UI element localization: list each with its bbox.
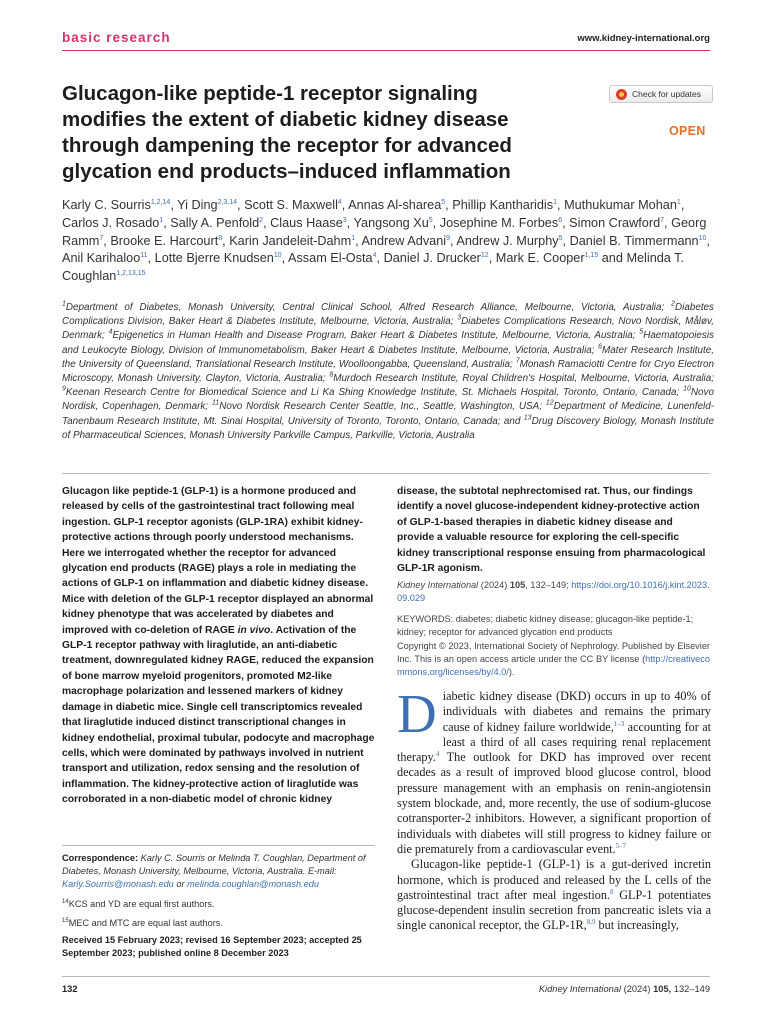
author-affiliation-ref[interactable]: 2 xyxy=(259,216,264,224)
author-name[interactable]: Carlos J. Rosado xyxy=(62,215,160,230)
author-affiliation-ref[interactable]: 4 xyxy=(337,198,342,206)
author-name[interactable]: Andrew J. Murphy xyxy=(456,233,559,248)
author-name[interactable]: Daniel J. Drucker xyxy=(383,251,481,266)
author-affiliation-ref[interactable]: 8 xyxy=(218,234,223,242)
author-name[interactable]: Assam El-Osta xyxy=(288,251,373,266)
affiliation-text: Novo Nordisk Research Center Seattle, Inc., Seattle, Washington, USA; xyxy=(219,401,542,413)
author-affiliation-ref[interactable]: 11 xyxy=(140,252,148,260)
author-affiliation-ref[interactable]: 5 xyxy=(441,198,446,206)
author-affiliation-ref[interactable]: 6 xyxy=(558,216,563,224)
license-link[interactable]: http://creativecommons.org/licenses/by/4.0/ xyxy=(397,654,710,677)
author-name[interactable]: Melinda T. Coughlan xyxy=(62,251,685,284)
citation xyxy=(397,579,710,605)
author-affiliation-ref[interactable]: 12 xyxy=(480,252,489,260)
footnote-number: 14 xyxy=(62,899,69,905)
author-affiliation-ref[interactable]: 1,2,14 xyxy=(150,198,171,206)
section-tag: basic research xyxy=(62,30,171,45)
affiliation-text: Murdoch Research Institute, Royal Children's Hospital, Melbourne, Victoria, Australia; xyxy=(333,373,714,385)
author-name[interactable]: Karin Jandeleit-Dahm xyxy=(229,233,352,248)
author-affiliation-ref[interactable]: 3 xyxy=(342,216,347,224)
author-affiliation-ref[interactable]: 7 xyxy=(660,216,665,224)
abstract-right: disease, the subtotal nephrectomised rat. Thus, our findings identify a novel glucose-independent kidney-protective action of GLP-1-based therapies in diabetic kidney disease and provide a valuable resource for exploring the cell-specific kidney transcriptional response ensuing from pharmacological GLP-1R agonism. xyxy=(397,486,706,575)
footer-rule xyxy=(62,976,710,977)
citation-year: (2024) xyxy=(480,580,508,590)
author-affiliation-ref[interactable]: 1 xyxy=(351,234,356,242)
affiliation-number: 8 xyxy=(329,371,334,379)
author-name[interactable]: Karly C. Sourris xyxy=(62,198,151,212)
author-name[interactable]: Georg Ramm xyxy=(62,215,707,248)
affiliation-number: 3 xyxy=(457,314,462,322)
footer-year: (2024) xyxy=(623,984,651,994)
author-name[interactable]: Andrew Advani xyxy=(361,233,447,248)
author-name[interactable]: Lotte Bjerre Knudsen xyxy=(154,251,274,266)
abstract-left xyxy=(62,484,375,808)
citation-journal: Kidney International xyxy=(397,580,479,590)
author-and: and xyxy=(598,251,627,266)
affiliation-text: Department of Medicine, Lunenfeld-Tanenbaum Research Institute, Mt. Sinai Hospital, University of Toronto, Toronto, Ontario, Canada; and xyxy=(62,401,714,427)
dropcap: D xyxy=(397,683,437,744)
footer-pages: 132–149 xyxy=(673,984,710,994)
body-paragraph xyxy=(397,857,711,933)
affiliation-number: 11 xyxy=(211,400,220,408)
author-name[interactable]: Josephine M. Forbes xyxy=(439,215,559,230)
footnote-number: 15 xyxy=(62,918,69,924)
affiliation-text: Drug Discovery Biology, Monash Institute of Pharmaceutical Sciences, Monash University Parkville Campus, Parkville, Victoria, Australia xyxy=(62,415,714,441)
abstract-italic: in vivo xyxy=(237,624,271,636)
body-text-span: GLP-1 potentiates glucose-dependent insulin secretion from pancreatic islets via a single canonical receptor, the GLP-1R, xyxy=(397,887,711,933)
check-for-updates-button[interactable] xyxy=(609,85,713,103)
affiliation-number: 5 xyxy=(639,329,644,337)
open-access-badge: OPEN xyxy=(669,124,706,138)
body-paragraph xyxy=(397,683,711,857)
affiliation-number: 1 xyxy=(62,300,66,308)
author-name[interactable]: Brooke E. Harcourt xyxy=(110,233,219,248)
affiliation-number: 6 xyxy=(598,343,603,351)
footnote-text: KCS and YD are equal first authors. xyxy=(68,899,215,910)
reference-link[interactable]: 4 xyxy=(435,750,440,759)
footer-volume: 105, xyxy=(653,984,672,994)
author-name[interactable]: Anil Karihaloo xyxy=(62,251,141,266)
citation-pages: , 132–149; xyxy=(525,580,569,590)
header-rule xyxy=(62,50,710,51)
affiliation-number: 2 xyxy=(671,300,676,308)
author-affiliation-ref[interactable]: 7 xyxy=(99,234,104,242)
correspondence-text: Karly C. Sourris or Melinda T. Coughlan, Department of Diabetes, Monash University, Melbourne, Victoria, Australia. E-mail: xyxy=(62,853,366,876)
author-affiliation-ref[interactable]: 5 xyxy=(428,216,433,224)
body-text-span: but increasingly, xyxy=(595,918,679,933)
copyright-text: Copyright © 2023, International Society of Nephrology. Published by Elsevier Inc. This is an open access article under the CC BY license ( xyxy=(397,641,710,664)
affiliation-number: 4 xyxy=(108,329,113,337)
author-affiliation-ref[interactable]: 9 xyxy=(446,234,450,242)
author-name[interactable]: Yi Ding xyxy=(177,198,218,212)
email-link[interactable]: Karly.Sourris@monash.edu xyxy=(62,879,174,889)
abstract-text: . Activation of the GLP-1 receptor pathway with liraglutide, an anti-diabetic treatment, downregulated kidney RAGE, reduced the expansion of bone marrow myeloid progenitors, promoted M2-like macrophage polarization and lessened markers of kidney damage in diabetic mice. Single cell transcriptomics revealed that liraglutide induced distinct transcriptional changes in kidney endothelial, proximal tubular, podocyte and macrophage cells, which were dominated by pathways involved in nutrient transport and utilization, redox sensing and the resolution of inflammation. The kidney-protective action of liraglutide was corroborated in a non-diabetic model of chronic kidney xyxy=(62,624,375,806)
affiliation-text: Diabetes Complications Research, Novo Nordisk, Måløv, Denmark; xyxy=(62,316,714,342)
affiliation-number: 7 xyxy=(515,357,520,365)
affiliation-text: Monash Ramaciotti Centre for Cryo Electron Microscopy, Monash University, Clayton, Victoria, Australia; xyxy=(62,358,715,385)
author-affiliation-ref[interactable]: 4 xyxy=(372,252,377,260)
author-affiliation-ref[interactable]: 5 xyxy=(558,234,563,242)
author-name[interactable]: Muthukumar Mohan xyxy=(564,198,677,212)
author-name[interactable]: Yangsong Xu xyxy=(353,215,429,230)
body-text-span: iabetic kidney disease (DKD) occurs in up to 40% of individuals with diabetes and remains the primary cause of kidney failure worldwide, xyxy=(442,689,711,734)
affiliation-number: 10 xyxy=(683,385,691,393)
divider xyxy=(62,845,375,846)
doi-link[interactable]: https://doi.org/10.1016/j.kint.2023.09.029 xyxy=(397,580,710,603)
author-name[interactable]: Sally A. Penfold xyxy=(170,215,260,230)
email-link[interactable]: melinda.coughlan@monash.edu xyxy=(187,879,320,889)
reference-link[interactable]: 8 xyxy=(609,887,614,896)
affiliation-text: Epigenetics in Human Health and Disease Program, Baker Heart & Diabetes Institute, Melbourne, Victoria, Australia; xyxy=(112,330,636,342)
affiliation-text: Novo Nordisk, Copenhagen, Denmark; xyxy=(62,387,714,413)
footnote-text: MEC and MTC are equal last authors. xyxy=(68,918,223,929)
footnote xyxy=(62,915,375,930)
author-name[interactable]: Claus Haase xyxy=(270,215,343,230)
page-number: 132 xyxy=(62,984,78,994)
body-text-span: Glucagon-like peptide-1 (GLP-1) is a gut-derived incretin hormone, which is produced and released by the L cells of the gastrointestinal tract after meal ingestion. xyxy=(397,857,711,902)
author-name[interactable]: Mark E. Cooper xyxy=(495,251,585,266)
correspondence-label: Correspondence: xyxy=(62,853,139,863)
body-text xyxy=(397,683,711,934)
author-name[interactable]: Daniel B. Timmermann xyxy=(569,233,699,248)
reference-link[interactable]: 1–3 xyxy=(613,719,625,728)
affiliations xyxy=(62,301,714,443)
affiliation-number: 12 xyxy=(545,400,554,408)
footer-journal xyxy=(539,984,710,994)
author-affiliation-ref[interactable]: 1,2,13,15 xyxy=(116,269,146,277)
citation-volume: 105 xyxy=(509,580,526,590)
reference-link[interactable]: 8,9 xyxy=(586,918,596,927)
affiliation-text: Department of Diabetes, Monash University, Central Clinical School, Alfred Research Alliance, Melbourne, Victoria, Australia; xyxy=(65,302,665,313)
reference-link[interactable]: 5–7 xyxy=(615,841,627,850)
author-list: Karly C. Sourris$^{1,2,14}$, Yi Ding$^{2,3,14}$, Scott S. Maxwell$^4$, Annas Al-sharea$^5$, Phillip Kantharidis$^1$, Muthukumar Mohan$^1$, Carlos J. Rosado$^1$, Sally A. Penfold$^2$, Claus Haase$^3$, Yangsong Xu$^5$, Josephine M. Forbes$^6$, Simon Crawford$^7$, Georg Ramm$^7$, Brooke E. Harcourt$^8$, Karin Jandeleit-Dahm$^1$, Andrew Advani$^9$, Andrew J. Murphy$^5$, Daniel B. Timmermann$^{10}$, Anil Karihaloo$^{11}$, Lotte Bjerre Knudsen$^{10}$, Assam El-Osta$^4$, Daniel J. Drucker$^{12}$, Mark E. Cooper$^{1,15}$ and Melinda T. Coughlan$^{1,2,13,15}$ xyxy=(62,198,710,284)
author-affiliation-ref[interactable]: 1,15 xyxy=(584,252,599,260)
journal-url[interactable]: www.kidney-international.org xyxy=(577,33,710,44)
abstract-text: Glucagon like peptide-1 (GLP-1) is a hormone produced and released by cells of the gastrointestinal tract following meal ingestion. GLP-1 receptor agonists (GLP-1RA) exhibit kidney-protective actions through poorly understood mechanisms. Here we interrogated whether the receptor for advanced glycation end products (RAGE) plays a role in mediating the actions of GLP-1 on inflammation and diabetic kidney disease. Mice with deletion of the GLP-1 receptor displayed an abnormal kidney phenotype that was accelerated by diabetes and improved with co-deletion of RAGE xyxy=(62,486,374,636)
article-title: Glucagon-like peptide-1 receptor signaling modifies the extent of diabetic kidney disease through dampening the receptor for advanced glycation end products–induced inflammation xyxy=(62,82,512,183)
author-affiliation-ref[interactable]: 1 xyxy=(553,198,557,206)
copyright xyxy=(397,640,710,679)
correspondence xyxy=(62,852,375,891)
divider xyxy=(62,473,710,474)
author-name[interactable]: Simon Crawford xyxy=(569,215,661,230)
affiliation-text: Mater Research Institute, the University of Queensland, Translational Research Institute, Woolloongabba, Queensland, Australia; xyxy=(62,344,715,370)
affiliation-text: Haematopoiesis and Leukocyte Biology, Division of Immunometabolism, Baker Heart & Diabetes Institute, Melbourne, Victoria, Australia; xyxy=(62,330,714,356)
received-dates: Received 15 February 2023; revised 16 September 2023; accepted 25 September 2023; published online 8 December 2023 xyxy=(62,935,362,958)
body-text-span: The outlook for DKD has improved over recent decades as a result of improved blood glucose control, blood pressure management with an emphasis on renin-angiotensin system blockade, and, more recently, the use of sodium-glucose cotransporter-2 inhibitors. However, a significant proportion of individuals with diabetes will still progress to kidney failure or die prematurely from a cardiovascular event. xyxy=(397,750,711,856)
author-affiliation-ref[interactable]: 10 xyxy=(273,252,282,260)
footnote xyxy=(62,896,375,911)
affiliation-number: 9 xyxy=(62,385,66,393)
author-affiliation-ref[interactable]: 1 xyxy=(159,216,164,224)
footer-journal-name: Kidney International xyxy=(538,984,622,994)
body-text-span: accounting for at least a third of all cases requiring renal replacement therapy. xyxy=(397,719,711,765)
author-affiliation-ref[interactable]: 10 xyxy=(698,234,707,242)
affiliation-text: Diabetes Complications Division, Baker Heart & Diabetes Institute, Melbourne, Victoria, Australia; xyxy=(62,302,714,328)
affiliation-number: 13 xyxy=(523,414,532,422)
affiliation-text: Keenan Research Centre for Biomedical Science and Li Ka Shing Knowledge Institute, St. Michaels Hospital, Toronto, Ontario, Canada; xyxy=(65,387,680,399)
author-affiliation-ref[interactable]: 1 xyxy=(676,198,681,206)
author-affiliation-ref[interactable]: 2,3,14 xyxy=(217,198,238,206)
author-name[interactable]: Phillip Kantharidis xyxy=(452,198,554,212)
keywords: KEYWORDS: diabetes; diabetic kidney disease; glucagon-like peptide-1; kidney; receptor for advanced glycation end products xyxy=(397,614,694,637)
check-for-updates-label: Check for updates xyxy=(632,89,701,99)
copyright-end: ). xyxy=(508,667,515,677)
author-name[interactable]: Scott S. Maxwell xyxy=(244,198,338,212)
crossmark-icon xyxy=(616,89,627,100)
correspondence-or: or xyxy=(176,879,185,889)
author-name[interactable]: Annas Al-sharea xyxy=(348,198,442,212)
